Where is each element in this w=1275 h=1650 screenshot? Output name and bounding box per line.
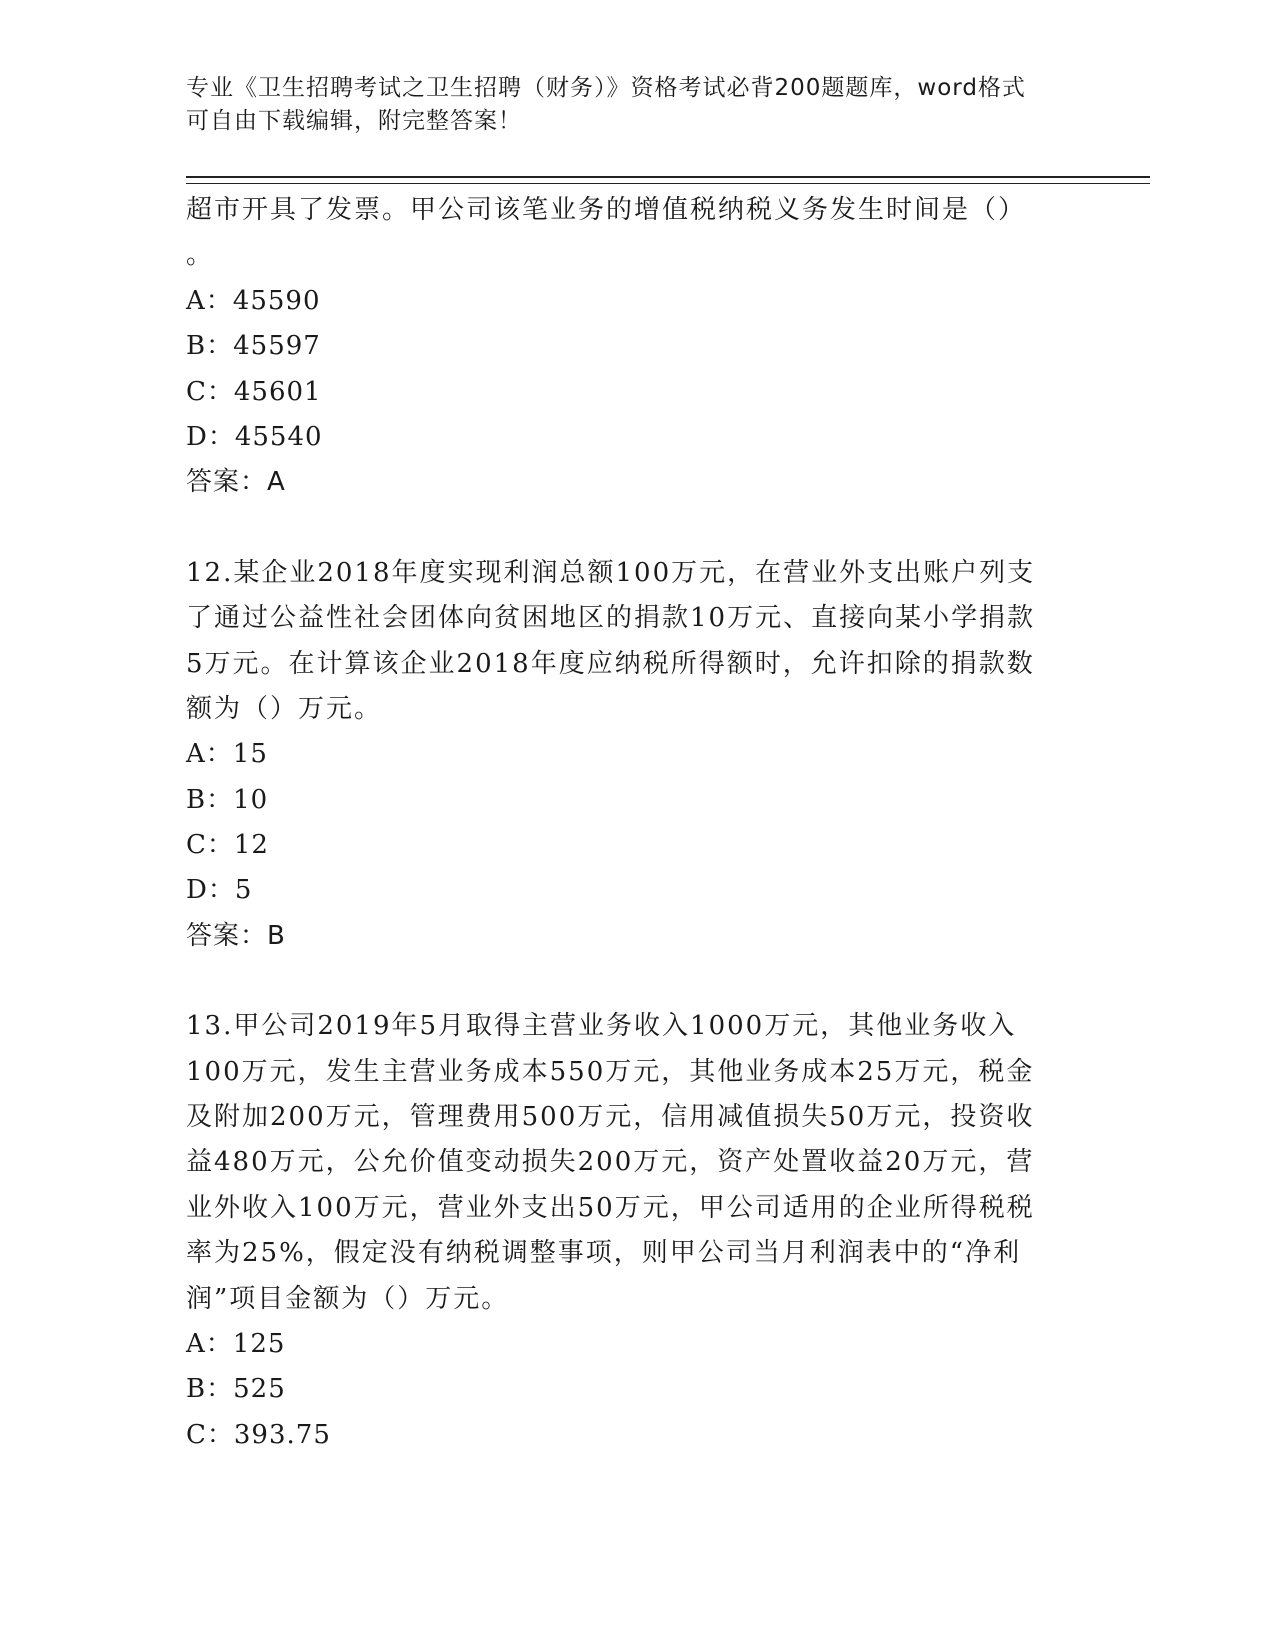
question-text-line: 100万元，发生主营业务成本550万元，其他业务成本25万元，税金 xyxy=(186,1056,1035,1087)
question-text-line: 12.某企业2018年度实现利润总额100万元，在营业外支出账户列支 xyxy=(186,557,1036,588)
question-11 xyxy=(186,188,1066,506)
header-divider-thick xyxy=(186,176,1150,178)
option-d: D：5 xyxy=(186,875,253,906)
question-text-line: 5万元。在计算该企业2018年度应纳税所得额时，允许扣除的捐款数 xyxy=(186,648,1035,679)
option-b: B：45597 xyxy=(186,331,321,362)
question-text-line: 业外收入100万元，营业外支出50万元，甲公司适用的企业所得税税 xyxy=(186,1192,1035,1223)
option-b: B：10 xyxy=(186,784,269,815)
header-divider-thin xyxy=(186,183,1150,184)
question-text-line: 了通过公益性社会团体向贫困地区的捐款10万元、直接向某小学捐款 xyxy=(186,603,1036,634)
question-text-line: 润”项目金额为（）万元。 xyxy=(186,1283,510,1314)
header-line-1: 专业《卫生招聘考试之卫生招聘（财务）》资格考试必背200题题库，word格式 xyxy=(186,75,1026,101)
option-c: C：393.75 xyxy=(186,1419,331,1450)
question-text-line: 超市开具了发票。甲公司该笔业务的增值税纳税义务发生时间是（） xyxy=(186,195,1027,225)
answer-label: 答案：A xyxy=(186,467,286,498)
option-a: A：15 xyxy=(186,739,268,770)
question-text-line: 及附加200万元，管理费用500万元，信用减值损失50万元，投资收 xyxy=(186,1102,1035,1133)
option-d: D：45540 xyxy=(186,421,323,452)
question-12 xyxy=(186,551,1066,960)
page-header xyxy=(186,72,1066,138)
spacer xyxy=(186,959,1066,1004)
question-text-line: 13.甲公司2019年5月取得主营业务收入1000万元，其他业务收入 xyxy=(186,1011,1017,1042)
option-c: C：12 xyxy=(186,830,269,861)
question-text-line: 额为（）万元。 xyxy=(186,693,383,724)
option-a: A：125 xyxy=(186,1328,286,1359)
header-line-2: 可自由下载编辑，附完整答案！ xyxy=(186,108,522,134)
question-text-line: 益480万元，公允价值变动损失200万元，资产处置收益20万元，营 xyxy=(186,1147,1035,1178)
option-b: B：525 xyxy=(186,1374,286,1405)
question-13 xyxy=(186,1004,1066,1458)
question-content xyxy=(186,188,1066,1458)
spacer xyxy=(186,506,1066,551)
question-text-line: 率为25%，假定没有纳税调整事项，则甲公司当月利润表中的“净利 xyxy=(186,1238,1022,1269)
option-a: A：45590 xyxy=(186,285,321,316)
answer-label: 答案：B xyxy=(186,920,286,951)
option-c: C：45601 xyxy=(186,376,322,407)
question-text-line: 。 xyxy=(186,240,215,271)
